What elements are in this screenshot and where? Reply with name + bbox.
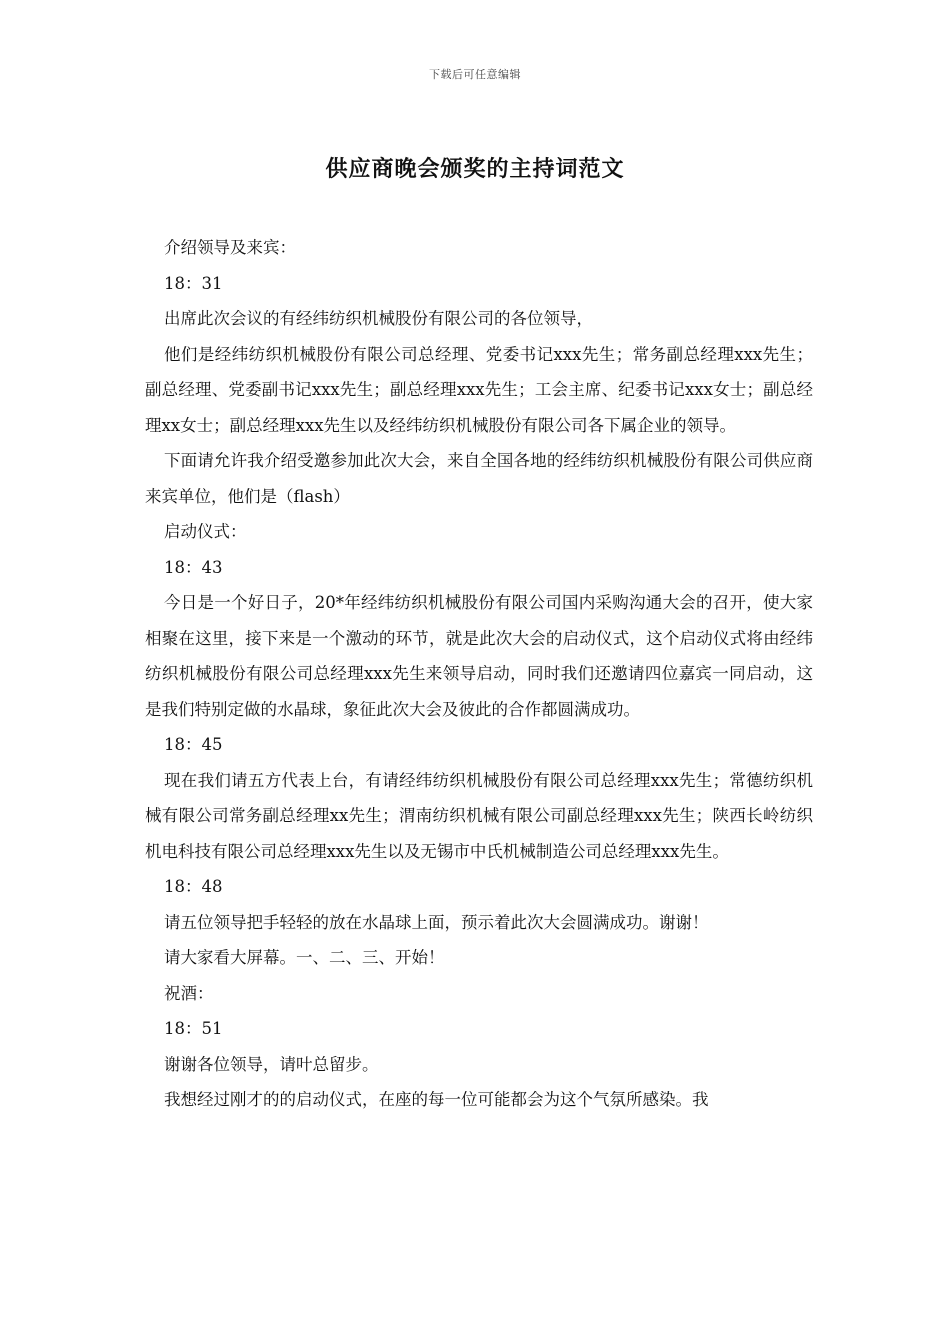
paragraph: 下面请允许我介绍受邀参加此次大会，来自全国各地的经纬纺织机械股份有限公司供应商来宾单位，他们是（flash） bbox=[145, 451, 813, 506]
paragraph: 他们是经纬纺织机械股份有限公司总经理、党委书记xxx先生；常务副总经理xxx先生；副总经理、党委副书记xxx先生；副总经理xxx先生；工会主席、纪委书记xxx女士；副总经理xx女士；副总经理xxx先生以及经纬纺织机械股份有限公司各下属企业的领导。 bbox=[145, 344, 813, 435]
paragraph: 今日是一个好日子，20*年经纬纺织机械股份有限公司国内采购沟通大会的召开，使大家相聚在这里，接下来是一个激动的环节，就是此次大会的启动仪式，这个启动仪式将由经纬纺织机械股份有限公司总经理xxx先生来领导启动，同时我们还邀请四位嘉宾一同启动，这是我们特别定做的水晶球，象征此次大会及彼此的合作都圆满成功。 bbox=[145, 593, 813, 719]
paragraph: 我想经过刚才的的启动仪式，在座的每一位可能都会为这个气氛所感染。我 bbox=[164, 1090, 709, 1109]
paragraph: 谢谢各位领导，请叶总留步。 bbox=[164, 1054, 379, 1074]
paragraph-time: 18：43 bbox=[164, 557, 223, 577]
page-header-note: 下载后可任意编辑 bbox=[429, 68, 521, 81]
paragraph: 请大家看大屏幕。一、二、三、开始！ bbox=[164, 948, 445, 967]
paragraph-time: 18：51 bbox=[164, 1019, 223, 1038]
paragraph-toast-heading: 祝酒： bbox=[164, 983, 214, 1003]
document-title: 供应商晚会颁奖的主持词范文 bbox=[325, 156, 625, 182]
paragraph-launch-heading: 启动仪式： bbox=[164, 522, 247, 541]
paragraph-time: 18：48 bbox=[164, 877, 223, 896]
paragraph-time: 18：31 bbox=[164, 273, 223, 293]
paragraph-time: 18：45 bbox=[164, 735, 223, 754]
document-body bbox=[145, 230, 813, 1118]
paragraph-intro-heading: 介绍领导及来宾： bbox=[164, 238, 296, 257]
paragraph: 请五位领导把手轻轻的放在水晶球上面，预示着此次大会圆满成功。谢谢！ bbox=[164, 912, 709, 932]
paragraph: 出席此次会议的有经纬纺织机械股份有限公司的各位领导， bbox=[164, 309, 593, 328]
paragraph: 现在我们请五方代表上台，有请经纬纺织机械股份有限公司总经理xxx先生；常德纺织机械有限公司常务副总经理xx先生；渭南纺织机械有限公司副总经理xxx先生；陕西长岭纺织机电科技有限公司总经理xxx先生以及无锡市中氏机械制造公司总经理xxx先生。 bbox=[145, 770, 813, 861]
